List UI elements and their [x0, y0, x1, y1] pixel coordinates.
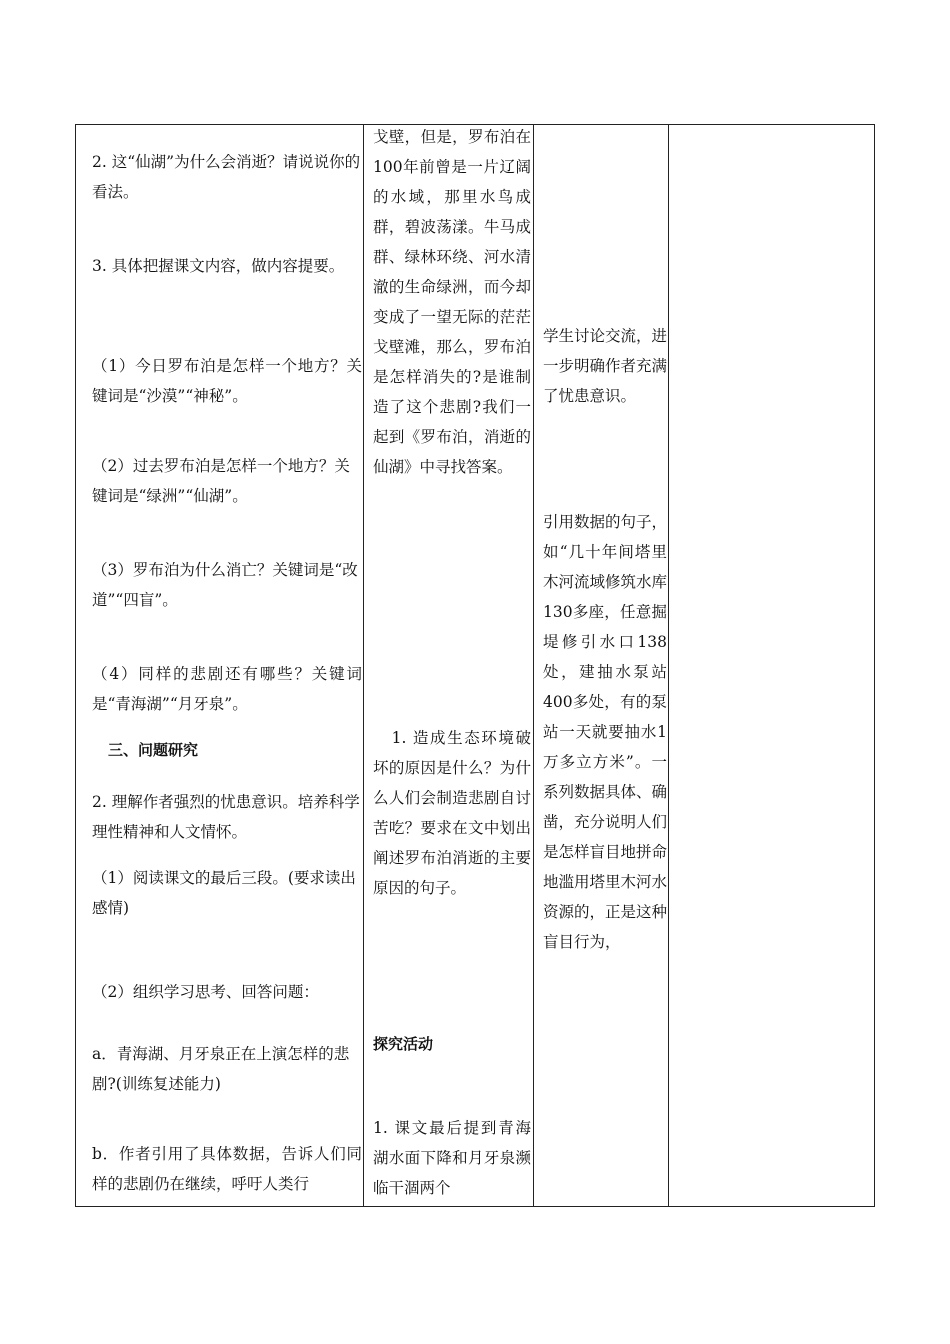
item-a-text: a．青海湖、月牙泉正在上演怎样的悲剧?(训练复述能力) [92, 1045, 350, 1093]
keypoint-2-text: （2）过去罗布泊是怎样一个地方？关键词是“绿洲”“仙湖”。 [92, 457, 350, 505]
item-b-text: b．作者引用了具体数据，告诉人们同样的悲剧仍在继续，呼吁人类行 [92, 1145, 362, 1193]
column-divider-2 [533, 125, 534, 1206]
keypoint-4-text: （4）同样的悲剧还有哪些？关键词是“青海湖”“月牙泉”。 [92, 665, 362, 713]
inquiry-question-text: 1. 课文最后提到青海湖水面下降和月牙泉濒临干涸两个 [373, 1119, 531, 1197]
analysis-question-text: 1. 造成生态环境破坏的原因是什么？为什么人们会制造悲剧自讨苦吃？要求在文中划出阐述罗布泊消逝的主要原因的句子。 [373, 729, 531, 897]
discussion-text: 学生讨论交流，进一步明确作者充满了忧患意识。 [543, 327, 667, 405]
intro-passage-text: 戈壁，但是，罗布泊在100年前曾是一片辽阔的水域，那里水鸟成群，碧波荡漾。牛马成群、绿林环绕、河水清澈的生命绿洲，而今却变成了一望无际的茫茫戈壁滩，那么，罗布泊是怎样消失的?是谁制造了这个悲剧?我们一起到《罗布泊，消逝的仙湖》中寻找答案。 [373, 128, 531, 476]
keypoint-1-text: （1）今日罗布泊是怎样一个地方？关键词是“沙漠”“神秘”。 [92, 357, 362, 405]
data-quote-text: 引用数据的句子，如“几十年间塔里木河流域修筑水库130多座，任意掘堤修引水口138处，建抽水泵站400多处，有的泵站一天就要抽水1万多立方米”。一系列数据具体、确凿，充分说明人们是怎样盲目地拼命地滥用塔里木河水资源的，正是这种盲目行为， [543, 513, 667, 951]
section-heading: 三、问题研究 [108, 741, 199, 759]
objective-2-text: 2. 理解作者强烈的忧患意识。培养科学理性精神和人文情怀。 [92, 793, 360, 841]
keypoint-3-text: （3）罗布泊为什么消亡？关键词是“改道”“四盲”。 [92, 561, 358, 609]
question-2-text: 2. 这“仙湖”为什么会消逝？请说说你的看法。 [92, 153, 361, 201]
question-3-text: 3. 具体把握课文内容，做内容提要。 [92, 257, 345, 275]
teaching-content-cell [92, 125, 362, 1206]
step-1-text: （1）阅读课文的最后三段。(要求读出感情) [92, 869, 356, 917]
column-divider-1 [363, 125, 364, 1206]
step-2-text: （2）组织学习思考、回答问题： [92, 983, 319, 1001]
student-activity-cell [543, 125, 667, 1206]
teacher-activity-cell [373, 125, 531, 1206]
notes-cell [670, 125, 874, 1206]
column-divider-3 [668, 125, 669, 1206]
lesson-plan-table [75, 124, 875, 1207]
inquiry-activity-heading: 探究活动 [373, 1035, 434, 1053]
